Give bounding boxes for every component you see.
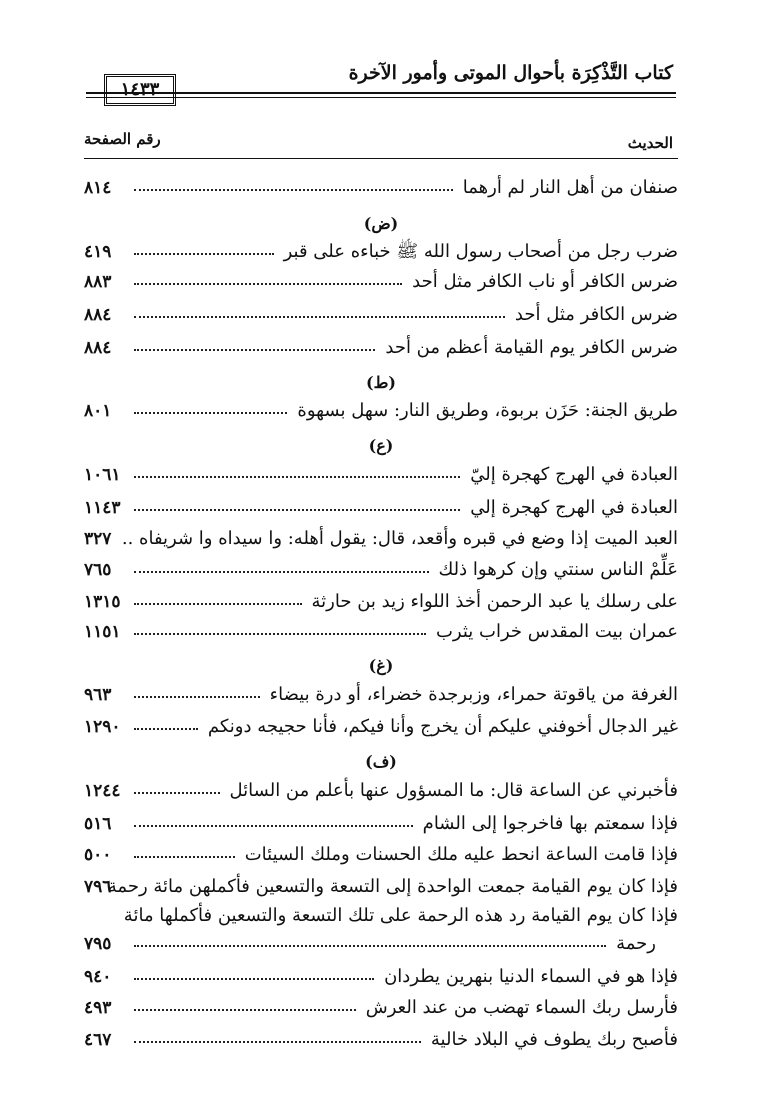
column-heading-rule xyxy=(84,158,678,159)
hadith-text: فإذا سمعتم بها فاخرجوا إلى الشام xyxy=(422,813,678,834)
dotted-leader xyxy=(134,825,413,827)
dotted-leader xyxy=(134,633,426,635)
hadith-text: طريق الجنة: حَزَن بربوة، وطريق النار: سهل بسهوة xyxy=(297,400,678,421)
hadith-text: العبد الميت إذا وضع في قبره وأقعد، قال: يقول أهله: وا سيداه وا شريفاه .. xyxy=(121,528,678,549)
index-entry xyxy=(84,333,678,363)
hadith-text: الغرفة من ياقوتة حمراء، وزبرجدة خضراء، أو درة بيضاء xyxy=(269,684,678,705)
index-entry xyxy=(84,300,678,330)
hadith-text: عَلِّمْ الناس سنتي وإن كرهوا ذلك xyxy=(438,559,678,580)
dotted-leader xyxy=(134,603,302,605)
index-entry xyxy=(84,524,678,554)
hadith-text: فأصبح ربك يطوف في البلاد خالية xyxy=(430,1029,678,1050)
page-ref: ٩٤٠ xyxy=(84,967,112,987)
page-ref: ٥١٦ xyxy=(84,814,112,834)
index-entry xyxy=(84,493,678,523)
hadith-text: ضرس الكافر أو ناب الكافر مثل أحد xyxy=(412,271,678,292)
dotted-leader xyxy=(134,476,460,478)
page-ref: ٧٩٥ xyxy=(84,934,112,954)
page-ref: ٥٠٠ xyxy=(84,845,112,865)
page-column-heading: رقم الصفحة xyxy=(84,130,161,148)
dotted-leader xyxy=(134,1041,421,1043)
dotted-leader xyxy=(134,792,220,794)
index-entry xyxy=(84,1025,678,1055)
letter-heading: (ع) xyxy=(368,436,394,455)
page-ref: ٨٨٤ xyxy=(84,305,112,325)
hadith-text: ضرب رجل من أصحاب رسول الله ﷺ خباءه على قبر xyxy=(283,241,678,262)
index-entry xyxy=(84,173,678,203)
page-ref: ٨٠١ xyxy=(84,401,112,421)
page-ref: ١١٤٣ xyxy=(84,498,121,518)
dotted-leader xyxy=(134,856,235,858)
dotted-leader xyxy=(134,696,260,698)
index-entry xyxy=(84,680,678,710)
hadith-text: العبادة في الهرج كهجرة إلي xyxy=(470,497,678,518)
page-ref: ٧٩٦ xyxy=(84,877,112,897)
index-entry xyxy=(84,901,678,931)
page-ref: ١٠٦١ xyxy=(84,465,121,485)
dotted-leader xyxy=(134,945,606,947)
index-entry xyxy=(84,962,678,992)
page-ref: ٨٨٤ xyxy=(84,338,112,358)
page-ref: ٤٦٧ xyxy=(84,1030,112,1050)
index-entry xyxy=(84,809,678,839)
hadith-text: فإذا قامت الساعة انحط عليه ملك الحسنات وملك السيئات xyxy=(244,844,678,865)
page-ref: ٨٨٣ xyxy=(84,272,112,292)
dotted-leader xyxy=(134,728,198,730)
dotted-leader xyxy=(134,253,274,255)
index-entry xyxy=(84,776,678,806)
index-entry xyxy=(84,840,678,870)
index-entry xyxy=(84,993,678,1023)
index-entry xyxy=(84,712,678,742)
dotted-leader xyxy=(134,978,374,980)
hadith-text: عمران بيت المقدس خراب يثرب xyxy=(435,621,678,642)
index-entry xyxy=(84,460,678,490)
hadith-text: فإذا كان يوم القيامة رد هذه الرحمة على تلك التسعة والتسعين فأكملها مائة xyxy=(123,905,678,926)
index-entry xyxy=(84,267,678,297)
letter-heading: (غ) xyxy=(368,656,394,675)
index-entry xyxy=(84,587,678,617)
hadith-text: فأرسل ربك السماء تهضب من عند العرش xyxy=(365,997,678,1018)
dotted-leader xyxy=(134,283,402,285)
page-ref: ٤١٩ xyxy=(84,242,112,262)
header-rule xyxy=(86,92,676,94)
dotted-leader xyxy=(134,1009,356,1011)
hadith-text: فإذا كان يوم القيامة جمعت الواحدة إلى التسعة والتسعين فأكملهن مائة رحمة xyxy=(107,876,678,897)
page-ref: ٧٦٥ xyxy=(84,560,112,580)
index-entry xyxy=(84,617,678,647)
letter-heading: (ف) xyxy=(365,752,397,771)
dotted-leader xyxy=(134,349,375,351)
page-ref: ١٢٩٠ xyxy=(84,717,121,737)
dotted-leader xyxy=(134,412,287,414)
hadith-text: صنفان من أهل النار لم أرهما xyxy=(462,177,678,198)
index-entry xyxy=(84,237,678,267)
page-number: ١٤٣٣ xyxy=(120,79,160,100)
page-ref: ١٢٤٤ xyxy=(84,781,121,801)
running-header-title: كتاب التَّذْكِرَة بأحوال الموتى وأمور الآخرة xyxy=(348,62,673,84)
index-entry xyxy=(84,396,678,426)
page-ref: ٣٢٧ xyxy=(84,529,112,549)
dotted-leader xyxy=(134,189,453,191)
letter-heading: (ط) xyxy=(366,373,396,392)
page-ref: ٤٩٣ xyxy=(84,998,112,1018)
page-ref: ٨١٤ xyxy=(84,178,112,198)
hadith-column-heading: الحديث xyxy=(627,134,673,152)
page-ref: ٩٦٣ xyxy=(84,685,112,705)
index-entry xyxy=(84,929,678,959)
page-number-box xyxy=(104,74,176,106)
page-ref: ١٣١٥ xyxy=(84,592,121,612)
hadith-text: غير الدجال أخوفني عليكم أن يخرج وأنا فيكم، فأنا حجيجه دونكم xyxy=(207,716,678,737)
hadith-text: ضرس الكافر يوم القيامة أعظم من أحد xyxy=(385,337,678,358)
hadith-text: فأخبرني عن الساعة قال: ما المسؤول عنها بأعلم من السائل xyxy=(229,780,678,801)
hadith-text: رحمة xyxy=(616,933,656,954)
dotted-leader xyxy=(134,509,460,511)
dotted-leader xyxy=(134,571,429,573)
hadith-text: ضرس الكافر مثل أحد xyxy=(514,304,678,325)
hadith-text: العبادة في الهرج كهجرة إليّ xyxy=(470,464,678,485)
dotted-leader xyxy=(134,316,505,318)
hadith-text: على رسلك يا عبد الرحمن أخذ اللواء زيد بن حارثة xyxy=(311,591,678,612)
letter-heading: (ض) xyxy=(363,214,399,233)
index-entry xyxy=(84,872,678,902)
header-rule-thin xyxy=(86,97,676,98)
hadith-text: فإذا هو في السماء الدنيا بنهرين يطردان xyxy=(384,966,678,987)
index-entry xyxy=(84,555,678,585)
page-ref: ١١٥١ xyxy=(84,622,121,642)
